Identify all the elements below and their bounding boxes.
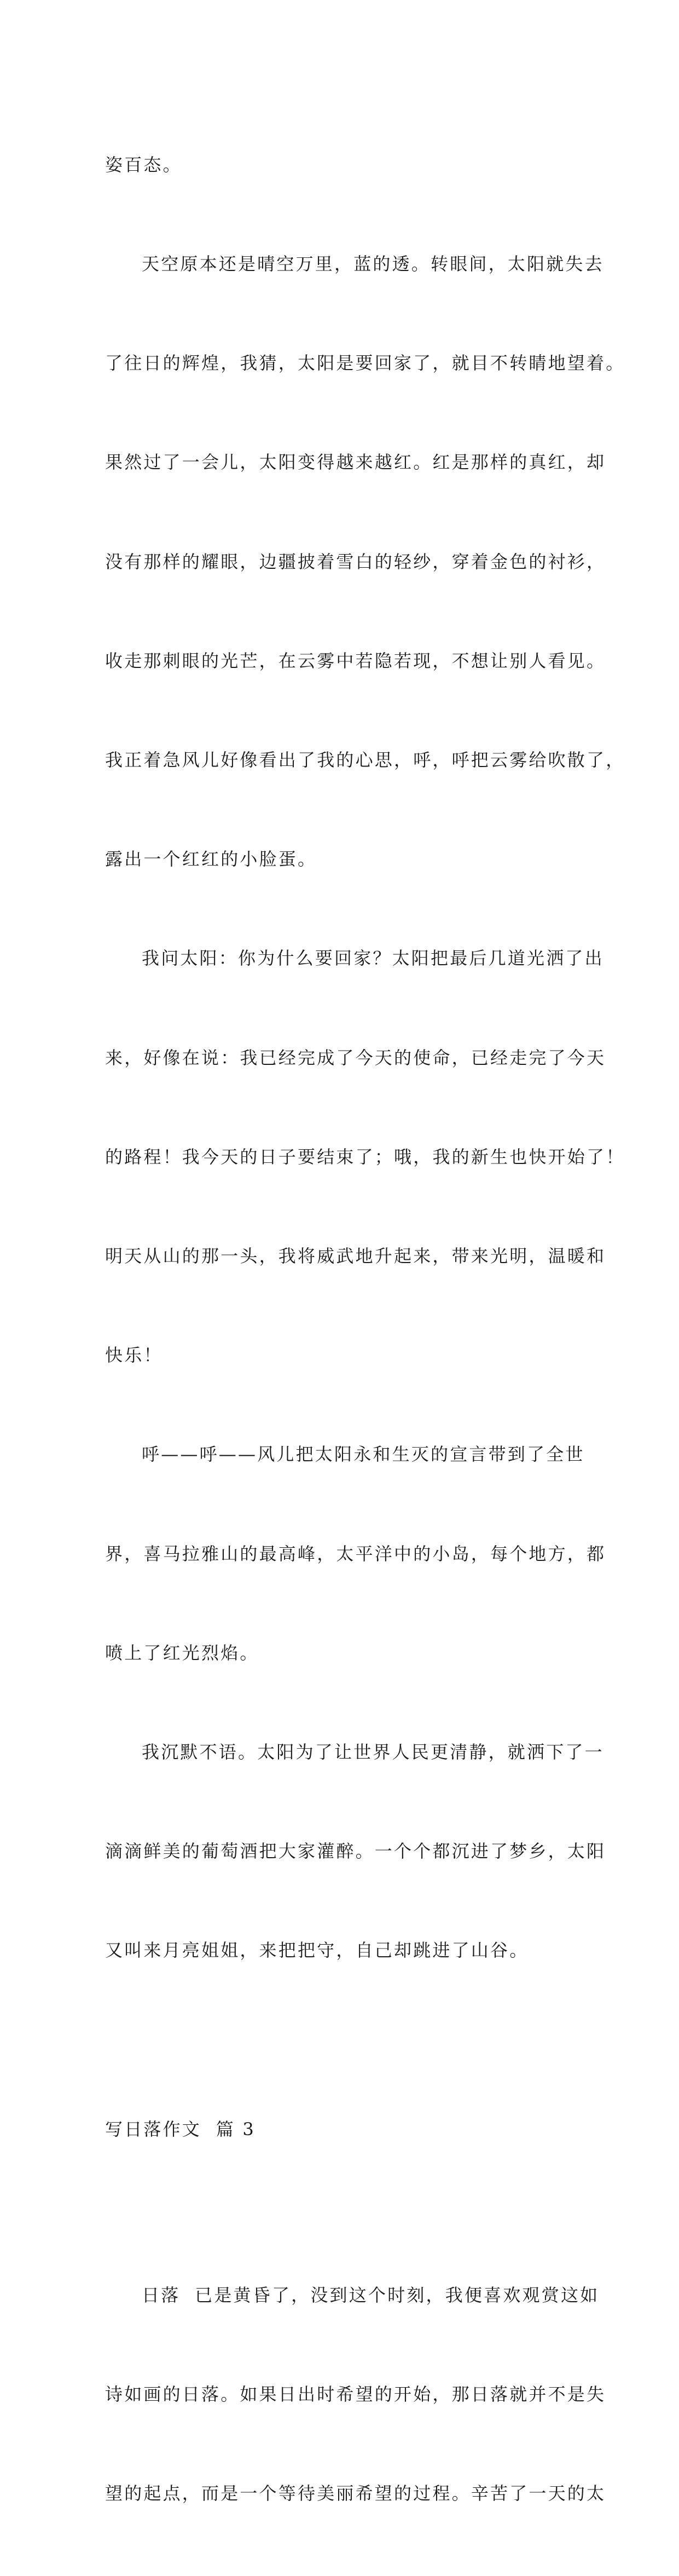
text-line: 没有那样的耀眼，边疆披着雪白的轻纱，穿着金色的衬衫，: [105, 551, 606, 572]
text-line: 又叫来月亮姐姐，来把把守，自己却跳进了山谷。: [105, 1940, 529, 1961]
text-line: 明天从山的那一头，我将威武地升起来，带来光明，温暖和: [105, 1246, 606, 1267]
text-line: 望的起点，而是一个等待美丽希望的过程。辛苦了一天的太: [105, 2482, 606, 2504]
text-line: 我问太阳：你为什么要回家？太阳把最后几道光洒了出: [142, 948, 604, 969]
text-line: 果然过了一会儿，太阳变得越来越红。红是那样的真红，却: [105, 452, 606, 473]
text-line: 了往日的辉煌，我猜，太阳是要回家了，就目不转睛地望着。: [105, 353, 625, 374]
body-text-section-1: [105, 82, 625, 2033]
text-line: 滴滴鲜美的葡萄酒把大家灌醉。一个个都沉进了梦乡，太阳: [105, 1841, 606, 1862]
text-line: 来，好像在说：我已经完成了今天的使命，已经走完了今天: [105, 1047, 606, 1068]
section-heading: 写日落作文 篇 3: [105, 2119, 256, 2140]
text-line: 收走那刺眼的光芒，在云雾中若隐若现，不想让别人看见。: [105, 650, 606, 671]
section-heading-block: [105, 2047, 576, 2212]
text-line: 日落 已是黄昏了，没到这个时刻，我便喜欢观赏这如: [142, 2284, 600, 2306]
text-line: 我沉默不语。太阳为了让世界人民更清静，就洒下了一: [142, 1742, 604, 1763]
text-line: 姿百态。: [105, 154, 182, 175]
text-line: 露出一个红红的小脸蛋。: [105, 849, 317, 870]
document-page: [105, 82, 625, 2576]
body-text-section-2: [105, 2212, 606, 2576]
text-line: 的路程！我今天的日子要结束了；哦，我的新生也快开始了！: [105, 1146, 625, 1167]
text-line: 界，喜马拉雅山的最高峰，太平洋中的小岛，每个地方，都: [105, 1543, 606, 1564]
text-line: 诗如画的日落。如果日出时希望的开始，那日落就并不是失: [105, 2383, 606, 2405]
text-line: 呼——呼——风儿把太阳永和生灭的宣言带到了全世: [142, 1444, 585, 1465]
text-line: 天空原本还是晴空万里，蓝的透。转眼间，太阳就失去: [142, 253, 604, 275]
text-line: 快乐！: [105, 1345, 163, 1366]
text-line: 我正着急风儿好像看出了我的心思，呼，呼把云雾给吹散了，: [105, 750, 625, 771]
text-line: 喷上了红光烈焰。: [105, 1642, 259, 1663]
